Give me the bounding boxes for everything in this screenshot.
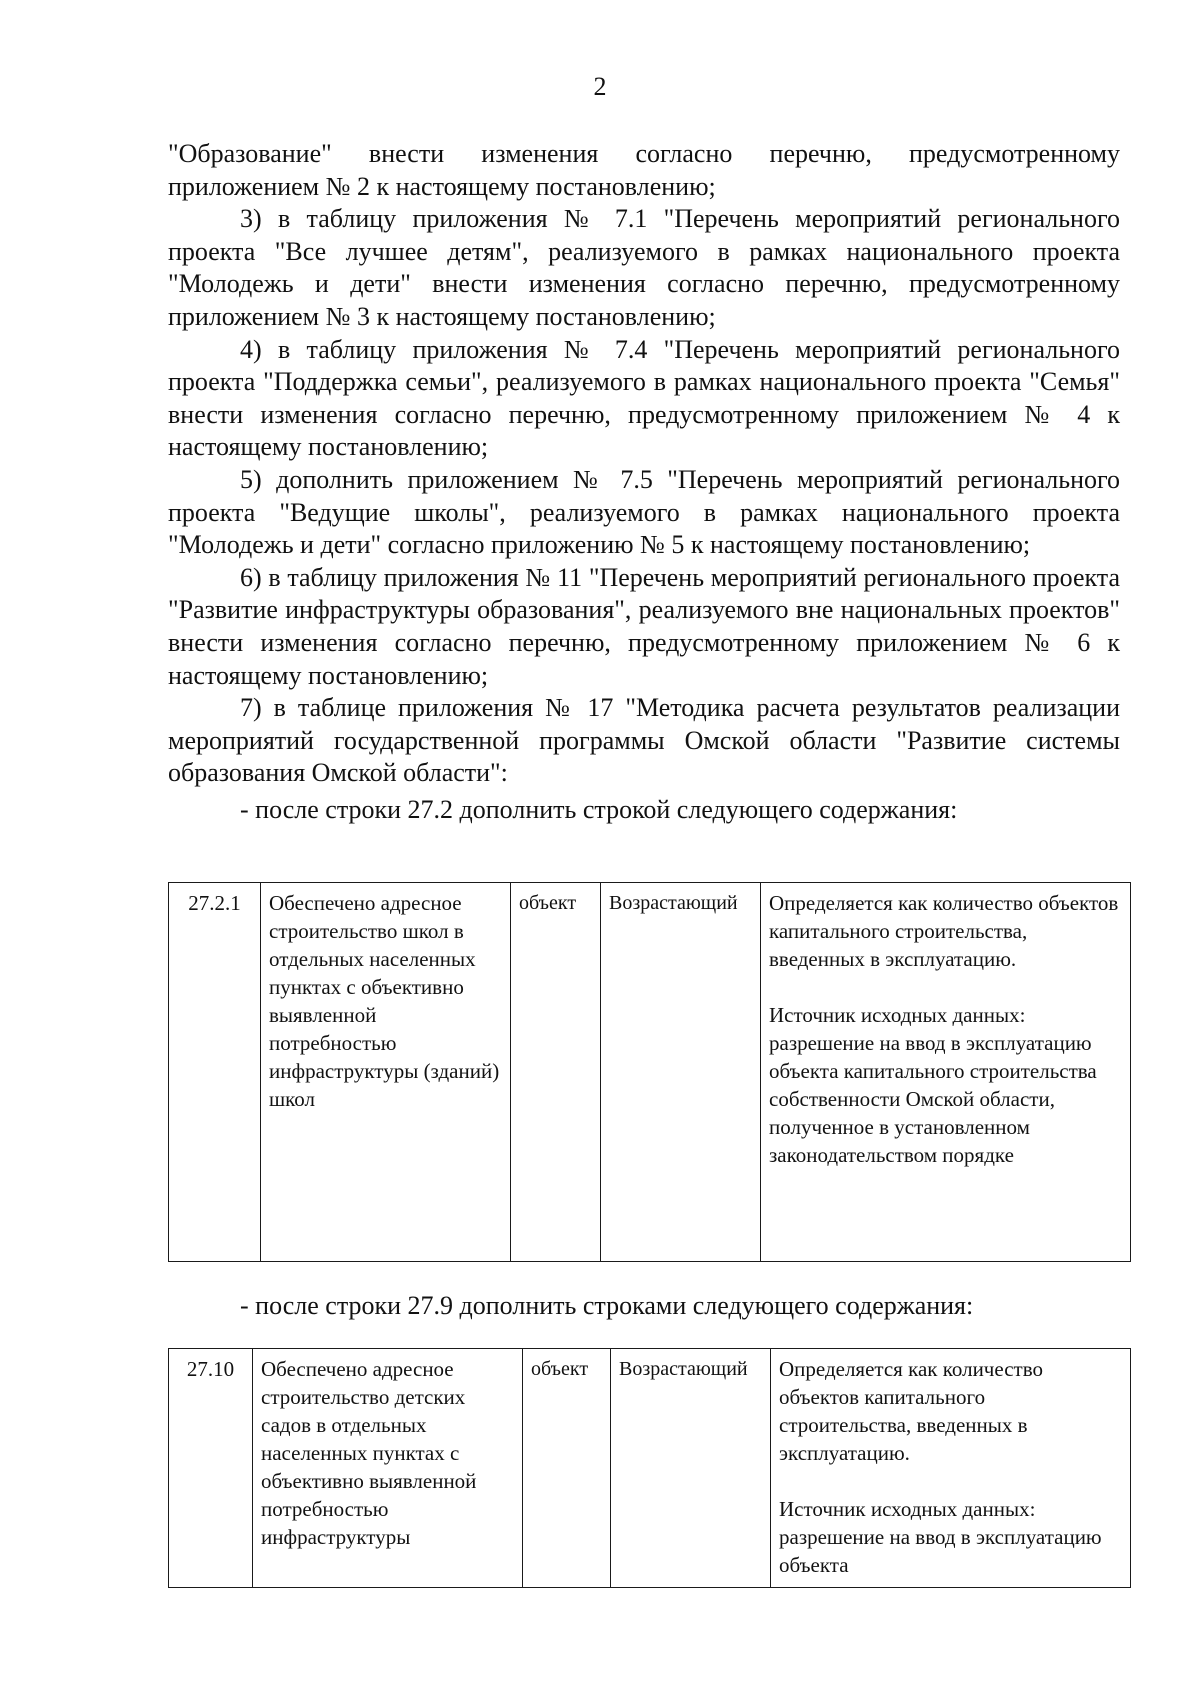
definition-text: Определяется как количество объектов капитального строительства, введенных в эксплуатацию. bbox=[779, 1357, 1043, 1465]
row-number: 27.10 bbox=[169, 1349, 253, 1588]
calculation-method bbox=[771, 1349, 1131, 1588]
table-row bbox=[169, 883, 1131, 1262]
calculation-method bbox=[761, 883, 1131, 1262]
row-number: 27.2.1 bbox=[169, 883, 261, 1262]
page-number: 2 bbox=[593, 72, 607, 101]
data-source-text: Источник исходных данных: разрешение на ввод в эксплуатацию объекта капитального строительства собственности Омской области, полученное в установленном законодательством порядке bbox=[769, 1003, 1097, 1167]
paragraph-item-7: 7) в таблице приложения № 17 "Методика расчета результатов реализации мероприятий государственной программы Омской области "Развитие системы образования Омской области": bbox=[168, 693, 1120, 788]
paragraph-item-4: 4) в таблицу приложения № 7.4 "Перечень мероприятий регионального проекта "Поддержка семьи", реализуемого в рамках национального проекта "Семья" внести изменения согласно перечню, предусмотренному приложением № 4 к настоящему постановлению; bbox=[168, 334, 1120, 462]
trend-direction: Возрастающий bbox=[611, 1349, 771, 1588]
trend-direction: Возрастающий bbox=[601, 883, 761, 1262]
paragraph-item-6: 6) в таблицу приложения № 11 "Перечень мероприятий регионального проекта "Развитие инфраструктуры образования", реализуемого вне национальных проектов" внести изменения согласно перечню, предусмотренному приложением № 6 к настоящему постановлению; bbox=[168, 562, 1120, 690]
table-row bbox=[169, 1349, 1131, 1588]
unit-of-measure: объект bbox=[511, 883, 601, 1262]
paragraph-continuation: "Образование" внести изменения согласно перечню, предусмотренному приложением № 2 к настоящему постановлению; bbox=[168, 139, 1120, 201]
indicator-name: Обеспечено адресное строительство детских садов в отдельных населенных пунктах с объективно выявленной потребностью инфраструктуры bbox=[253, 1349, 523, 1588]
paragraph-item-3: 3) в таблицу приложения № 7.1 "Перечень мероприятий регионального проекта "Все лучшее детям", реализуемого в рамках национального проекта "Молодежь и дети" внести изменения согласно перечню, предусмотренному приложением № 3 к настоящему постановлению; bbox=[168, 204, 1120, 331]
indicator-name: Обеспечено адресное строительство школ в отдельных населенных пунктах с объективно выявленной потребностью инфраструктуры (зданий) школ bbox=[261, 883, 511, 1262]
indicator-table-27-10 bbox=[168, 1348, 1131, 1588]
data-source-text: Источник исходных данных: разрешение на ввод в эксплуатацию объекта bbox=[779, 1497, 1102, 1577]
document-body-2 bbox=[168, 1290, 1120, 1323]
unit-of-measure: объект bbox=[523, 1349, 611, 1588]
paragraph-table1-intro: - после строки 27.2 дополнить строкой следующего содержания: bbox=[240, 794, 958, 824]
paragraph-table2-intro: - после строки 27.9 дополнить строками следующего содержания: bbox=[240, 1291, 974, 1320]
paragraph-item-5: 5) дополнить приложением № 7.5 "Перечень мероприятий регионального проекта "Ведущие школы", реализуемого в рамках национального проекта "Молодежь и дети" согласно приложению № 5 к настоящему постановлению; bbox=[168, 464, 1120, 560]
definition-text: Определяется как количество объектов капитального строительства, введенных в эксплуатацию. bbox=[769, 891, 1119, 971]
indicator-table-27-2-1 bbox=[168, 882, 1131, 1262]
document-body bbox=[168, 138, 1120, 826]
